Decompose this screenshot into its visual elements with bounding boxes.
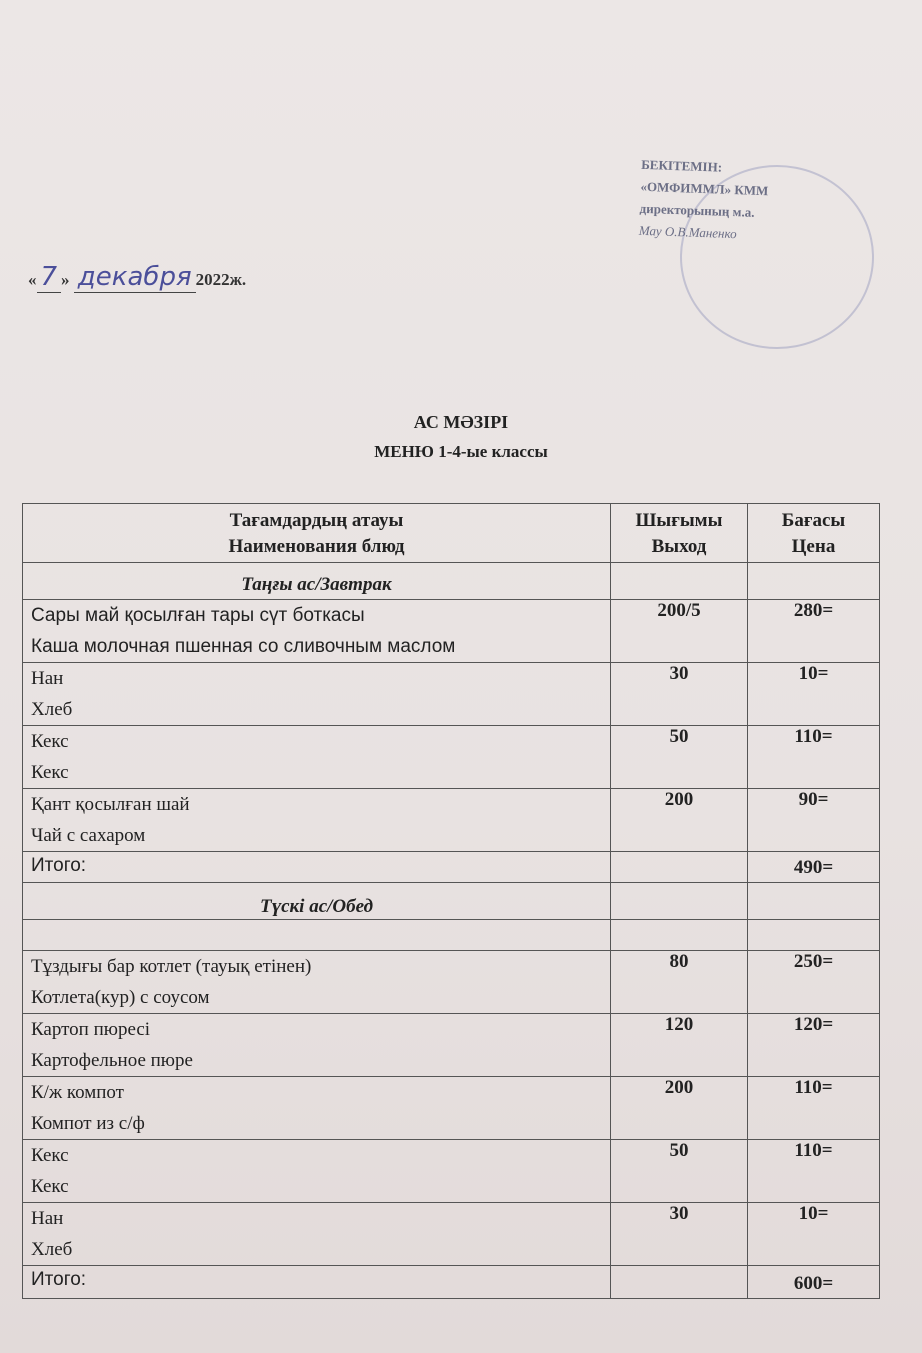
section-title: Таңғы ас/Завтрак — [23, 563, 611, 600]
section-lunch — [23, 883, 880, 920]
date-line: « 7 » декабря 2022ж. — [28, 262, 247, 292]
breakfast-total-row — [23, 852, 880, 883]
approval-title: БЕКІТЕМІН: — [640, 156, 723, 175]
section-title: Түскі ас/Обед — [23, 883, 611, 920]
table-row: Картоп пюресі Картофельное пюре 120 120= — [23, 1014, 880, 1077]
total-label: Итого: — [23, 1266, 611, 1299]
table-row: Нан Хлеб 30 10= — [23, 663, 880, 726]
menu-table — [22, 503, 880, 1299]
section-breakfast — [23, 563, 880, 600]
table-row: Нан Хлеб 30 10= — [23, 1203, 880, 1266]
table-row: Кекс Кекс 50 110= — [23, 1140, 880, 1203]
table-row: Тұздығы бар котлет (тауық етінен) Котлета(кур) с соусом 80 250= — [23, 951, 880, 1014]
date-day: 7 — [37, 262, 62, 293]
lunch-total-row — [23, 1266, 880, 1299]
approval-block — [639, 154, 882, 250]
approval-organization: «ОМФИММЛ» КММ — [640, 178, 769, 199]
approval-position: директорының м.а. — [639, 200, 755, 220]
menu-title-ru: МЕНЮ 1-4-ые классы — [374, 442, 548, 461]
table-header-row — [23, 504, 880, 563]
header-price: Бағасы Цена — [748, 504, 880, 563]
total-label: Итого: — [23, 852, 611, 883]
table-row: Кекс Кекс 50 110= — [23, 726, 880, 789]
menu-title-kz: АС МӘЗІРІ — [413, 412, 509, 432]
approval-name: О.В.Маненко — [664, 223, 737, 242]
header-name: Тағамдардың атауы Наименования блюд — [23, 504, 611, 563]
header-qty: Шығымы Выход — [611, 504, 748, 563]
table-row: Сары май қосылған тары сүт боткасы Каша молочная пшенная со сливочным маслом 200/5 280= — [23, 600, 880, 663]
signature: Мау — [638, 222, 662, 239]
breakfast-total: 490= — [748, 852, 880, 883]
date-month: декабря — [74, 262, 196, 293]
lunch-total: 600= — [748, 1266, 880, 1299]
table-row: К/ж компот Компот из с/ф 200 110= — [23, 1077, 880, 1140]
date-year: 2022ж. — [195, 270, 247, 289]
table-row: Қант қосылған шай Чай с сахаром 200 90= — [23, 789, 880, 852]
empty-row — [23, 920, 880, 951]
